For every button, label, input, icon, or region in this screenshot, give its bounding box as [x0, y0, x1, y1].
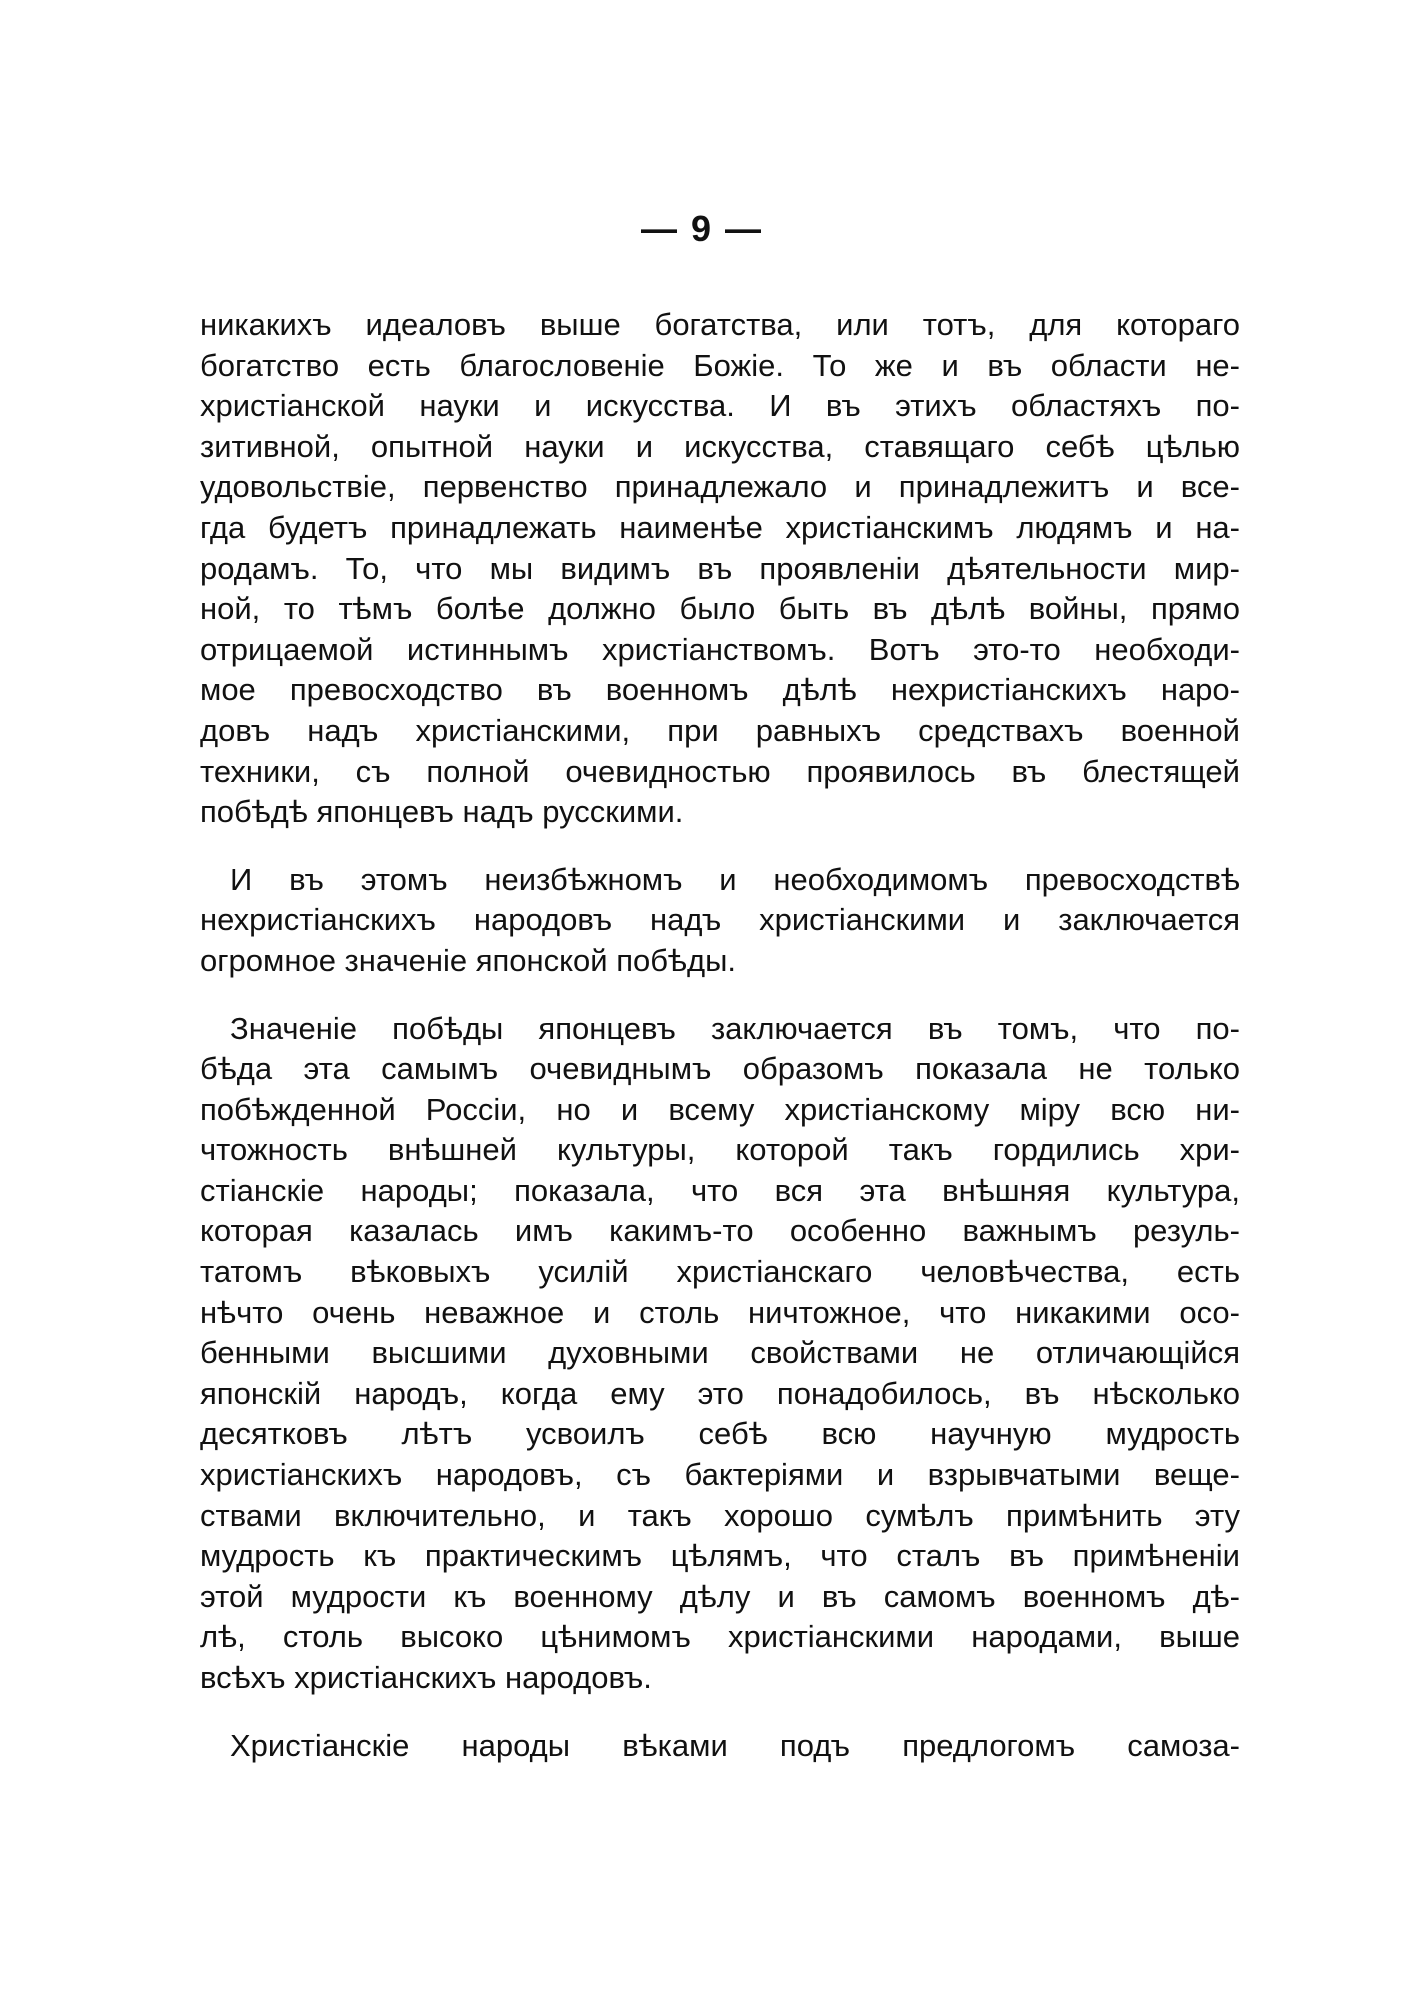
paragraph-4: [200, 1726, 1240, 1767]
text-line: мудрость къ практическимъ цѣлямъ, что сталъ въ примѣненіи: [200, 1538, 1240, 1574]
text-line: удовольствіе, первенство принадлежало и принадлежитъ и все-: [200, 469, 1240, 505]
text-line: Христіанскіе народы вѣками подъ предлогомъ самоза-: [230, 1727, 1240, 1763]
text-line: богатство есть благословеніе Божіе. То же и въ области не-: [200, 347, 1240, 383]
body-text: [200, 305, 1240, 1766]
text-line: ной, то тѣмъ болѣе должно было быть въ дѣлѣ войны, прямо: [200, 591, 1240, 627]
text-line: этой мудрости къ военному дѣлу и въ самомъ военномъ дѣ-: [200, 1578, 1240, 1614]
paragraph-gap: [200, 833, 1240, 860]
text-line: стіанскіе народы; показала, что вся эта внѣшняя культура,: [200, 1172, 1240, 1208]
text-line: нѣчто очень неважное и столь ничтожное, что никакими осо-: [200, 1294, 1240, 1330]
text-line: Значеніе побѣды японцевъ заключается въ томъ, что по-: [230, 1010, 1240, 1046]
text-line: чтожность внѣшней культуры, которой такъ гордились хри-: [200, 1132, 1240, 1168]
text-line: довъ надъ христіанскими, при равныхъ средствахъ военной: [200, 712, 1240, 748]
text-line: зитивной, опытной науки и искусства, ставящаго себѣ цѣлью: [200, 428, 1240, 464]
text-line: никакихъ идеаловъ выше богатства, или тотъ, для котораго: [200, 307, 1240, 342]
text-line: христіанскихъ народовъ, съ бактеріями и взрывчатыми веще-: [200, 1457, 1240, 1493]
text-line: японскій народъ, когда ему это понадобилось, въ нѣсколько: [200, 1375, 1240, 1411]
text-line: И въ этомъ неизбѣжномъ и необходимомъ превосходствѣ: [230, 861, 1240, 897]
text-line: родамъ. То, что мы видимъ въ проявленіи дѣятельности мир-: [200, 550, 1240, 586]
text-line: бенными высшими духовными свойствами не отличающійся: [200, 1335, 1240, 1371]
paragraph-gap: [200, 982, 1240, 1009]
text-line: всѣхъ христіанскихъ народовъ.: [200, 1660, 652, 1695]
text-line: техники, съ полной очевидностью проявилось въ блестящей: [200, 753, 1240, 789]
page-number: — 9 —: [640, 208, 764, 249]
text-line: отрицаемой истиннымъ христіанствомъ. Вотъ это-то необходи-: [200, 631, 1240, 667]
text-line: побѣдѣ японцевъ надъ русскими.: [200, 794, 684, 830]
text-line: лѣ, столь высоко цѣнимомъ христіанскими народами, выше: [200, 1619, 1240, 1655]
text-line: нехристіанскихъ народовъ надъ христіанскими и заключается: [200, 902, 1240, 938]
paragraph-2: [200, 860, 1240, 982]
text-line: бѣда эта самымъ очевиднымъ образомъ показала не только: [200, 1051, 1240, 1087]
paragraph-3: [200, 1009, 1240, 1699]
paragraph-gap: [200, 1699, 1240, 1726]
text-line: побѣжденной Россіи, но и всему христіанскому міру всю ни-: [200, 1091, 1240, 1127]
text-line: огромное значеніе японской побѣды.: [200, 942, 736, 978]
text-line: гда будетъ принадлежать наименѣе христіанскимъ людямъ и на-: [200, 509, 1240, 545]
paragraph-1: [200, 305, 1240, 833]
text-line: татомъ вѣковыхъ усилій христіанскаго человѣчества, есть: [200, 1254, 1240, 1290]
text-line: ствами включительно, и такъ хорошо сумѣлъ примѣнить эту: [200, 1497, 1240, 1533]
text-line: которая казалась имъ какимъ-то особенно важнымъ резуль-: [200, 1213, 1240, 1249]
text-line: мое превосходство въ военномъ дѣлѣ нехристіанскихъ наро-: [200, 672, 1240, 708]
text-line: десятковъ лѣтъ усвоилъ себѣ всю научную мудрость: [200, 1416, 1240, 1452]
text-line: христіанской науки и искусства. И въ этихъ областяхъ по-: [200, 388, 1240, 424]
